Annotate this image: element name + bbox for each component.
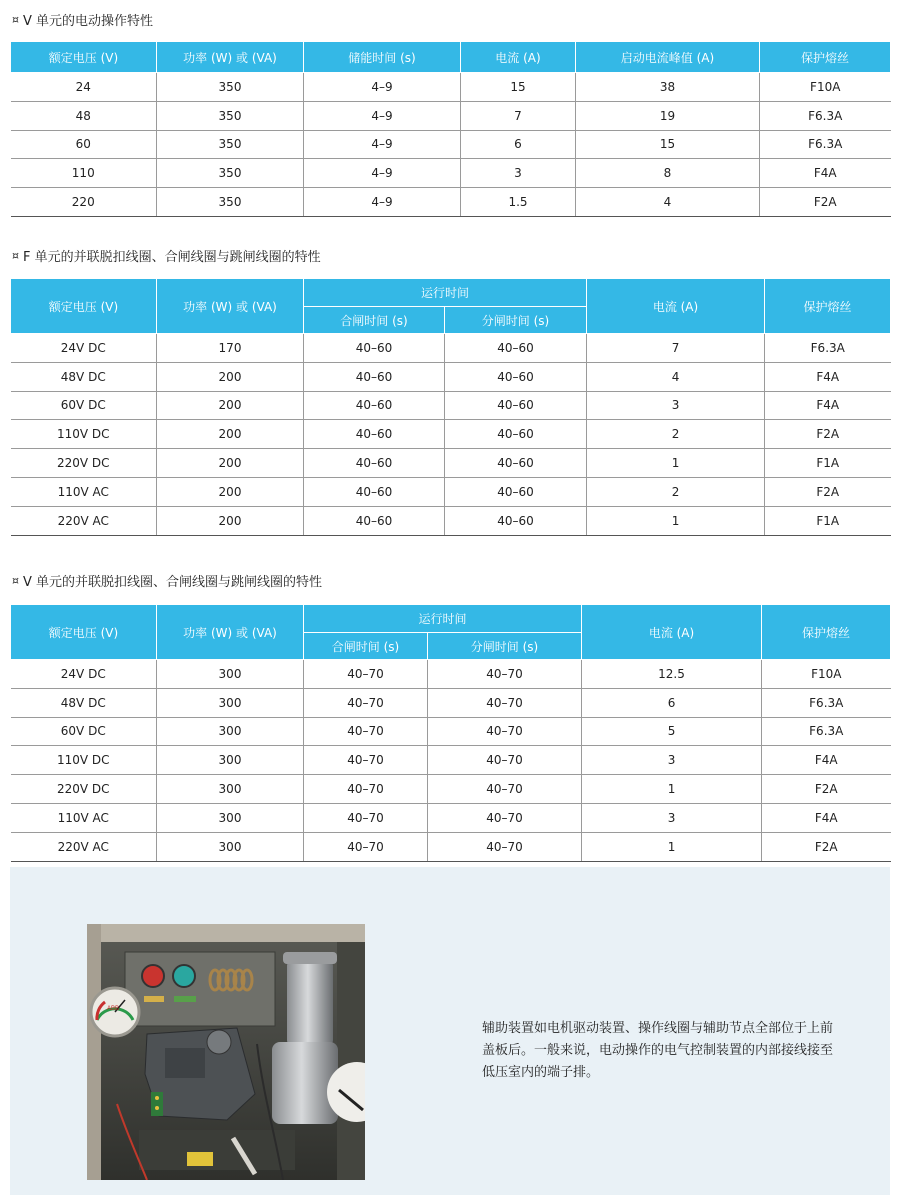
table-cell: 220V AC [11, 506, 157, 535]
table-cell: F6.3A [765, 334, 891, 363]
table-v-unit-motor-operation [10, 41, 891, 217]
table-cell: 40–70 [304, 688, 428, 717]
photo-caption: 辅助装置如电机驱动装置、操作线圈与辅助节点全部位于上前盖板后。一般来说，电动操作的电气控制装置的内部接线接至低压室内的端子排。 [482, 1021, 834, 1080]
table-cell: 3 [461, 159, 576, 188]
table-cell: 60V DC [11, 717, 157, 746]
table-cell: 40–70 [428, 775, 582, 804]
table-cell: F10A [762, 660, 891, 689]
table-cell: 40–70 [304, 775, 428, 804]
table-cell: 19 [576, 101, 760, 130]
header-power: 功率 (W) 或 (VA) [157, 42, 304, 73]
table-cell: F1A [765, 506, 891, 535]
table-row [11, 717, 891, 746]
header-current: 电流 (A) [582, 605, 762, 660]
table-cell: 170 [157, 334, 304, 363]
header-power: 功率 (W) 或 (VA) [157, 279, 304, 334]
header-voltage: 额定电压 (V) [11, 279, 157, 334]
header-close-time: 合闸时间 (s) [304, 307, 445, 334]
bullet-icon: ¤ [12, 13, 19, 26]
table-row [11, 420, 891, 449]
table-row [11, 130, 891, 159]
table-cell: F2A [762, 832, 891, 861]
table-cell: 40–70 [428, 746, 582, 775]
table-cell: 1 [582, 775, 762, 804]
table-row [11, 477, 891, 506]
table-cell: 110 [11, 159, 157, 188]
table-row [11, 188, 891, 217]
header-open-time: 分闸时间 (s) [445, 307, 587, 334]
table-row [11, 334, 891, 363]
table-cell: 15 [576, 130, 760, 159]
table-cell: 6 [582, 688, 762, 717]
header-charging-time: 储能时间 (s) [304, 42, 461, 73]
table-cell: 5 [582, 717, 762, 746]
table-cell: 40–60 [445, 334, 587, 363]
table-cell: 200 [157, 506, 304, 535]
table-cell: F4A [765, 391, 891, 420]
table-cell: 110V DC [11, 420, 157, 449]
bullet-icon: ¤ [12, 249, 19, 262]
section-1-title [12, 10, 153, 29]
table-cell: 24V DC [11, 334, 157, 363]
table-cell: 40–60 [304, 477, 445, 506]
header-fuse: 保护熔丝 [760, 42, 891, 73]
table-cell: 4–9 [304, 159, 461, 188]
table-cell: F4A [762, 746, 891, 775]
table-cell: 1.5 [461, 188, 576, 217]
table-cell: 4–9 [304, 73, 461, 102]
table-cell: 300 [157, 688, 304, 717]
table-cell: 40–60 [304, 334, 445, 363]
table-cell: 40–70 [304, 832, 428, 861]
table-cell: 48V DC [11, 688, 157, 717]
table-cell: 3 [582, 746, 762, 775]
table-cell: 40–60 [304, 391, 445, 420]
table-cell: F6.3A [762, 688, 891, 717]
table-cell: 200 [157, 477, 304, 506]
table-cell: 40–60 [445, 391, 587, 420]
table-cell: 2 [587, 420, 765, 449]
table-cell: 60 [11, 130, 157, 159]
table-cell: F10A [760, 73, 891, 102]
table-cell: 350 [157, 130, 304, 159]
section-3-title-text: V 单元的并联脱扣线圈、合闸线圈与跳闸线圈的特性 [23, 575, 323, 590]
table-row [11, 159, 891, 188]
table-cell: 3 [587, 391, 765, 420]
table-cell: 110V AC [11, 477, 157, 506]
table-cell: 4–9 [304, 130, 461, 159]
header-power: 功率 (W) 或 (VA) [157, 605, 304, 660]
table-cell: 300 [157, 803, 304, 832]
table-cell: 15 [461, 73, 576, 102]
header-voltage: 额定电压 (V) [11, 42, 157, 73]
header-current: 电流 (A) [587, 279, 765, 334]
header-inrush-peak: 启动电流峰值 (A) [576, 42, 760, 73]
table-cell: 200 [157, 420, 304, 449]
table-cell: 220 [11, 188, 157, 217]
table-cell: 7 [461, 101, 576, 130]
table-header-row [11, 42, 891, 73]
table-cell: 48 [11, 101, 157, 130]
table-cell: 200 [157, 391, 304, 420]
table-row [11, 832, 891, 861]
header-fuse: 保护熔丝 [762, 605, 891, 660]
table-cell: F4A [765, 362, 891, 391]
table-cell: F6.3A [760, 101, 891, 130]
table-f-unit-coils [10, 278, 891, 536]
table-cell: 24 [11, 73, 157, 102]
header-close-time: 合闸时间 (s) [304, 633, 428, 660]
table-cell: 300 [157, 775, 304, 804]
table-cell: 4–9 [304, 188, 461, 217]
table-cell: 3 [582, 803, 762, 832]
bullet-icon: ¤ [12, 574, 19, 587]
table-cell: 1 [582, 832, 762, 861]
table-row [11, 803, 891, 832]
table-row [11, 660, 891, 689]
table-cell: 40–70 [304, 803, 428, 832]
table-cell: 4 [587, 362, 765, 391]
table-cell: 350 [157, 188, 304, 217]
table-row [11, 101, 891, 130]
table-cell: F4A [762, 803, 891, 832]
table-cell: 200 [157, 449, 304, 478]
table-cell: 350 [157, 101, 304, 130]
abb-logo: ABB [107, 1006, 120, 1012]
section-3-title [12, 571, 322, 590]
table-row [11, 775, 891, 804]
table-cell: 300 [157, 717, 304, 746]
table-row [11, 362, 891, 391]
table-cell: 300 [157, 746, 304, 775]
table-cell: 40–70 [304, 660, 428, 689]
table-cell: 48V DC [11, 362, 157, 391]
table-cell: 40–70 [428, 803, 582, 832]
header-voltage: 额定电压 (V) [11, 605, 157, 660]
table-cell: 40–70 [304, 746, 428, 775]
table-cell: 7 [587, 334, 765, 363]
table-cell: 220V DC [11, 449, 157, 478]
table-row [11, 746, 891, 775]
table-cell: 40–60 [445, 477, 587, 506]
table-cell: 300 [157, 660, 304, 689]
table-cell: 40–60 [304, 362, 445, 391]
table-cell: F6.3A [762, 717, 891, 746]
section-2-title-text: F 单元的并联脱扣线圈、合闸线圈与跳闸线圈的特性 [23, 250, 321, 265]
table-cell: 40–70 [304, 717, 428, 746]
table-cell: 40–60 [445, 506, 587, 535]
table-row [11, 449, 891, 478]
table-cell: 200 [157, 362, 304, 391]
table-cell: 350 [157, 73, 304, 102]
table-cell: 40–70 [428, 717, 582, 746]
mechanism-photo [87, 924, 365, 1180]
table-cell: 220V AC [11, 832, 157, 861]
table-cell: 24V DC [11, 660, 157, 689]
table-cell: 40–60 [304, 420, 445, 449]
table-cell: 300 [157, 832, 304, 861]
table-cell: 110V AC [11, 803, 157, 832]
table-cell: 40–70 [428, 660, 582, 689]
header-current: 电流 (A) [461, 42, 576, 73]
table-cell: 40–60 [445, 362, 587, 391]
table-cell: 220V DC [11, 775, 157, 804]
table-v-unit-coils [10, 604, 891, 862]
header-run-time: 运行时间 [304, 605, 582, 633]
table-cell: F4A [760, 159, 891, 188]
table-row [11, 391, 891, 420]
table-cell: F1A [765, 449, 891, 478]
table-cell: F2A [762, 775, 891, 804]
table-cell: F6.3A [760, 130, 891, 159]
table-cell: 350 [157, 159, 304, 188]
table-row [11, 506, 891, 535]
table-cell: 2 [587, 477, 765, 506]
section-1-title-text: V 单元的电动操作特性 [23, 14, 154, 29]
table-cell: F2A [765, 477, 891, 506]
table-cell: 40–70 [428, 688, 582, 717]
table-cell: 60V DC [11, 391, 157, 420]
header-run-time: 运行时间 [304, 279, 587, 307]
table-cell: 12.5 [582, 660, 762, 689]
table-cell: 40–60 [304, 449, 445, 478]
table-cell: 4–9 [304, 101, 461, 130]
table-cell: 40–60 [304, 506, 445, 535]
table-cell: 40–60 [445, 420, 587, 449]
header-fuse: 保护熔丝 [765, 279, 891, 334]
table-cell: 38 [576, 73, 760, 102]
table-cell: 1 [587, 449, 765, 478]
section-2-title [12, 246, 321, 265]
table-cell: 40–70 [428, 832, 582, 861]
table-cell: 1 [587, 506, 765, 535]
table-cell: 4 [576, 188, 760, 217]
table-cell: 6 [461, 130, 576, 159]
table-cell: 8 [576, 159, 760, 188]
header-open-time: 分闸时间 (s) [428, 633, 582, 660]
table-cell: F2A [765, 420, 891, 449]
table-cell: 40–60 [445, 449, 587, 478]
table-row [11, 73, 891, 102]
table-cell: F2A [760, 188, 891, 217]
table-row [11, 688, 891, 717]
table-cell: 110V DC [11, 746, 157, 775]
